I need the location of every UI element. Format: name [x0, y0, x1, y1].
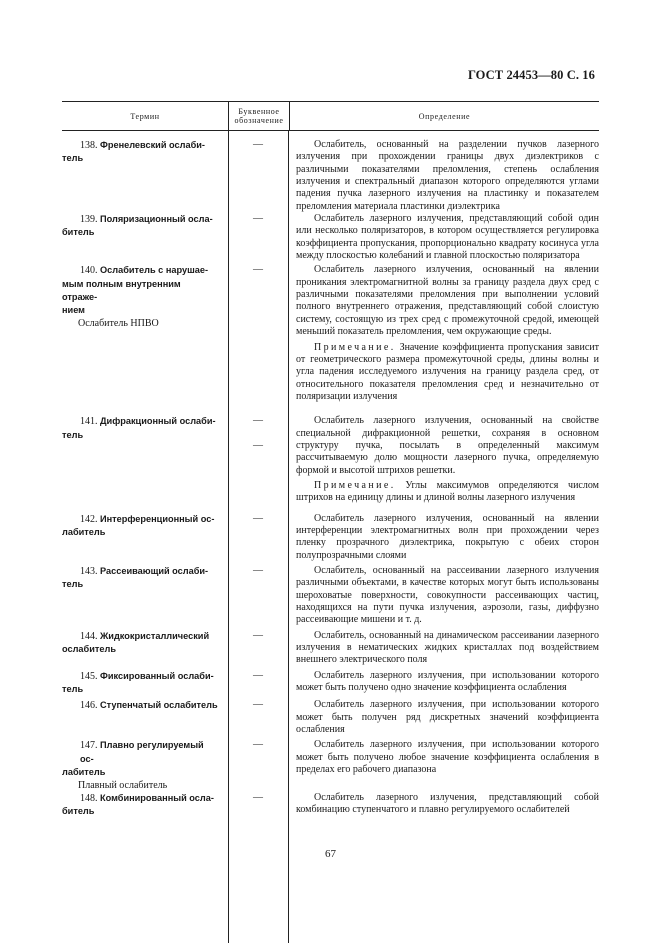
definition-text: Ослабитель, основанный на динамическом рассеивании лазерного излучения в нематических жидких кристаллах под воздействием внешнего электрического поля — [296, 629, 599, 666]
term-line — [62, 739, 218, 766]
term-line — [62, 278, 218, 305]
term-number: 139. — [80, 214, 98, 226]
term-cell — [62, 630, 228, 667]
term-name: нием — [62, 305, 85, 316]
term-name: тель — [62, 429, 84, 440]
table-row — [62, 670, 599, 697]
table-row — [62, 213, 599, 262]
header-abbr-line1: Буквенное — [238, 107, 280, 116]
term-number: 147. — [80, 740, 98, 752]
term-synonym: Ослабитель НПВО — [78, 317, 159, 329]
abbreviation-cell — [228, 264, 288, 403]
term-line — [62, 643, 218, 656]
term-number: 142. — [80, 513, 98, 525]
abbreviation-cell — [228, 139, 288, 213]
abbreviation-dash: — — [253, 512, 263, 524]
term-name: Рассеивающий ослаби- — [100, 566, 209, 576]
definition-cell — [288, 739, 599, 791]
table-row — [62, 264, 599, 403]
header-term: Термин — [130, 111, 160, 121]
term-name: Плавно регулируемый ос- — [80, 740, 204, 764]
definition-cell — [288, 213, 599, 262]
header-abbr-line2: обозначение — [234, 116, 284, 125]
term-line — [62, 578, 218, 591]
column-divider-right — [288, 130, 289, 943]
abbreviation-cell — [228, 670, 288, 697]
term-name: тель — [62, 684, 84, 695]
term-line — [62, 630, 218, 643]
term-synonym: Плавный ослабитель — [78, 779, 168, 791]
definition-cell — [288, 565, 599, 627]
term-name: мым полным внутренним отраже- — [62, 278, 181, 303]
definition-cell — [288, 792, 599, 819]
term-number: 148. — [80, 792, 98, 804]
term-line — [62, 152, 218, 165]
term-name: битель — [62, 806, 95, 817]
term-line — [62, 226, 218, 239]
term-number: 144. — [80, 630, 98, 642]
definition-note — [296, 342, 599, 404]
term-number: 145. — [80, 670, 98, 682]
term-number: 140. — [80, 265, 98, 277]
note-label: Примечание. — [314, 341, 396, 353]
abbreviation-cell — [228, 415, 288, 504]
term-name: Ослабитель с нарушае- — [100, 265, 209, 276]
definition-cell — [288, 630, 599, 667]
abbreviation-dash: — — [253, 139, 263, 150]
term-cell — [62, 264, 228, 403]
abbreviation-cell — [228, 513, 288, 562]
definition-text: Ослабитель, основанный на рассеивании лазерного излучения различными объектами, в качестве которых могут быть использованы шероховатые поверхности, совокупности рассеивающих частиц, находящихся на пути пучка излучения, аэрозоли, газы, диффузно рассеивающие мишени и т. д. — [296, 565, 599, 626]
term-cell — [62, 739, 228, 791]
term-name: ослабитель — [62, 644, 116, 655]
term-line — [62, 805, 218, 818]
term-name: Френелевский ослаби- — [100, 140, 205, 150]
table-row — [62, 792, 599, 819]
definition-cell — [288, 139, 599, 213]
term-name: Фиксированный ослаби- — [100, 670, 214, 681]
abbreviation-dash: — — [253, 439, 263, 451]
abbreviation-cell — [228, 699, 288, 736]
abbreviation-cell — [228, 739, 288, 791]
abbreviation-cell — [228, 565, 288, 627]
abbreviation-dash: — — [253, 669, 263, 681]
definition-text: Ослабитель лазерного излучения, при использовании которого может быть получено одно значение коэффициента ослабления — [296, 669, 599, 694]
term-name: Интерференционный ос- — [100, 513, 215, 524]
definition-cell — [288, 264, 599, 403]
definition-cell — [288, 699, 599, 736]
term-line — [62, 304, 218, 317]
term-line — [62, 683, 218, 696]
definition-cell — [288, 513, 599, 562]
definition-text: Ослабитель, основанный на разделении пучков лазерного излучения при прохождении границы двух диэлектриков с различными показателями преломления, степень ослабления излучения и спектральный диапазон которого определяются углами падения пучка лазерного излучения на пластинку и показателем преломления материала пластинки диэлектрика — [296, 139, 599, 212]
table-row — [62, 415, 599, 504]
term-line — [62, 565, 218, 578]
term-cell — [62, 139, 228, 213]
header-definition: Определение — [418, 111, 471, 121]
term-line — [62, 792, 218, 805]
term-line — [62, 139, 218, 152]
term-name: Дифракционный ослаби- — [100, 416, 216, 427]
abbreviation-dash: — — [253, 213, 263, 225]
term-cell — [62, 565, 228, 627]
term-cell — [62, 213, 228, 262]
term-line — [62, 699, 218, 712]
term-cell — [62, 699, 228, 736]
table-row — [62, 565, 599, 627]
term-name: Поляризационный осла- — [100, 214, 213, 225]
definition-text: Ослабитель лазерного излучения, основанный на свойстве специальной дифракционной решетки, сохраняя в основном структуру пучка, посылать в определенный максимум рассчитываемую долю мощности лазерного пучка, определяемую формой и высотой штрихов решетки. — [296, 415, 599, 476]
abbreviation-dash: — — [253, 791, 263, 803]
terms-table — [62, 101, 599, 819]
table-row — [62, 739, 599, 791]
term-line — [62, 213, 218, 226]
column-divider-left — [228, 130, 229, 943]
definition-cell — [288, 670, 599, 697]
abbreviation-dash: — — [253, 415, 263, 427]
definition-cell — [288, 415, 599, 504]
term-number: 138. — [80, 140, 98, 151]
table-body — [62, 131, 599, 819]
term-cell — [62, 792, 228, 819]
term-line — [62, 526, 218, 539]
term-name: лабитель — [62, 767, 106, 778]
term-number: 143. — [80, 566, 98, 577]
document-code: ГОСТ 24453—80 С. 16 — [467, 68, 595, 82]
definition-text: Ослабитель лазерного излучения, представляющий собой один или несколько поляризаторов, в котором осуществляется регулировка коэффициента пропускания, пропорционально квадрату косинуса угла между плоскостью колебаний и главной плоскостью поляризатора — [296, 213, 599, 262]
note-text: Значение коэффициента пропускания зависит от геометрического размера промежуточной среды, длины волны и угла падения исследуемого излучения на границу раздела сред, от относительного показателя преломления сред и незначительно от поляризации излучения — [296, 341, 600, 402]
abbreviation-dash: — — [253, 629, 263, 641]
table-row — [62, 699, 599, 736]
term-line — [62, 264, 218, 277]
table-row — [62, 630, 599, 667]
term-cell — [62, 415, 228, 504]
term-cell — [62, 670, 228, 697]
term-line — [62, 429, 218, 442]
abbreviation-dash: — — [253, 565, 263, 576]
definition-text: Ослабитель лазерного излучения, основанный на явлении интерференции электромагнитных волн при прохождении через пленку прозрачного диэлектрика, покрытую с обеих сторон полупрозрачными слоями — [296, 512, 599, 561]
term-name: лабитель — [62, 526, 106, 537]
note-label: Примечание. — [314, 479, 396, 491]
definition-note — [296, 480, 599, 505]
abbreviation-cell — [228, 792, 288, 819]
term-name: Ступенчатый ослабитель — [100, 700, 218, 711]
term-name: Комбинированный осла- — [100, 792, 214, 803]
term-line — [62, 513, 218, 526]
term-line — [62, 415, 218, 428]
term-name: тель — [62, 579, 84, 590]
term-name: тель — [62, 153, 84, 164]
definition-text: Ослабитель лазерного излучения, основанный на явлении проникания электромагнитной волны за границу раздела двух сред с различными показателями преломления при выполнении условий полного внутреннего отражения, представляющий собой слоистую систему, состоящую из трех сред с промежуточной средой, имеющей меньший показатель преломления, чем окружающие среды. — [296, 264, 599, 338]
term-line — [62, 670, 218, 683]
table-row — [62, 513, 599, 562]
definition-text: Ослабитель лазерного излучения, представляющий собой комбинацию ступенчатого и плавно регулируемого ослабителей — [296, 791, 599, 816]
abbreviation-cell — [228, 213, 288, 262]
definition-text: Ослабитель лазерного излучения, при использовании которого может быть получено любое значение коэффициента ослабления в пределах его рабочего диапазона — [296, 739, 599, 776]
definition-text: Ослабитель лазерного излучения, при использовании которого может быть получен ряд дискретных значений коэффициента ослабления — [296, 699, 599, 736]
page-number: 67 — [325, 848, 336, 860]
term-line — [62, 766, 218, 779]
table-header — [62, 101, 599, 131]
term-name: битель — [62, 227, 95, 238]
abbreviation-cell — [228, 630, 288, 667]
term-cell — [62, 513, 228, 562]
term-number: 141. — [80, 416, 98, 428]
note-text: Углы максимумов определяются числом штрихов на единицу длины и длиной волны лазерного излучения — [296, 479, 599, 504]
abbreviation-dash: — — [253, 699, 263, 711]
abbreviation-dash: — — [253, 264, 263, 276]
term-name: Жидкокристаллический — [100, 630, 210, 641]
header-abbreviation — [228, 102, 290, 130]
abbreviation-dash: — — [253, 739, 263, 751]
term-number: 146. — [80, 700, 98, 712]
table-row — [62, 139, 599, 213]
